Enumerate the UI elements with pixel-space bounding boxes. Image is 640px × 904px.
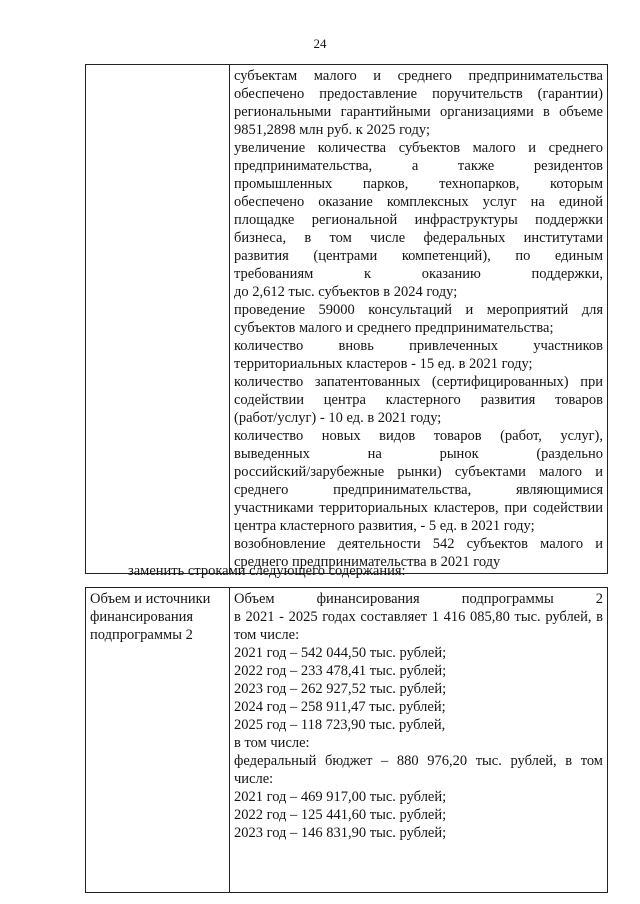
text-line: количество вновь привлеченных участников [234,338,603,354]
text-line: количество запатентованных (сертифицированных) при [234,374,603,390]
indicator-paragraph [234,337,603,373]
table-cell-left-empty [86,65,230,574]
text-line: центра кластерного развития, - 5 ед. в 2021 году; [234,518,535,534]
text-line: развития (центрами компетенций), по единым [234,248,603,264]
text-line: требованиям к оказанию поддержки, [234,266,603,282]
text-line: (работ/услуг) - 10 ед. в 2021 году; [234,410,442,426]
text-line: увеличение количества субъектов малого и среднего [234,140,603,156]
financing-label-line: финансирования [90,609,194,625]
text-line: среднего предпринимательства в 2021 году [234,554,501,570]
passport-table-new [85,587,608,893]
financing-value-line: 2023 год – 146 831,90 тыс. рублей; [234,825,447,841]
financing-value-line: том числе: [234,627,300,643]
financing-value-line: 2021 год – 469 917,00 тыс. рублей; [234,789,447,805]
financing-value-line: 2023 год – 262 927,52 тыс. рублей; [234,681,447,697]
text-line: российский/зарубежные рынки) субъектами малого и [234,464,603,480]
financing-value-line: 2021 год – 542 044,50 тыс. рублей; [234,645,447,661]
text-line: обеспечено оказание комплексных услуг на единой [234,194,603,210]
text-line: обеспечено предоставление поручительств (гарантии) [234,86,603,102]
text-line: площадке региональной инфраструктуры поддержки [234,212,603,228]
financing-value-line: 2025 год – 118 723,90 тыс. рублей, [234,717,446,733]
financing-value-line: в том числе: [234,735,310,751]
text-line: возобновление деятельности 542 субъектов малого и [234,536,603,552]
table-cell-financing-label [86,588,230,893]
financing-label-line: Объем и источники [90,591,211,607]
text-line: проведение 59000 консультаций и мероприятий для [234,302,603,318]
table-cell-indicators [230,65,608,574]
financing-value-line: в 2021 - 2025 годах составляет 1 416 085,80 тыс. рублей, в [234,609,603,625]
text-line: предпринимательства, а также резидентов [234,158,603,174]
text-line: региональными гарантийными организациями в объеме [234,104,603,120]
text-line: субъектов малого и среднего предпринимательства; [234,320,554,336]
text-line: промышленных парков, технопарков, которым [234,176,603,192]
table-row [86,588,608,893]
text-line: бизнеса, в том числе федеральных институтами [234,230,603,246]
replace-instruction: заменить строками следующего содержания: [128,563,406,579]
text-line: территориальных кластеров - 15 ед. в 2021 году; [234,356,533,372]
financing-value-line: Объем финансирования подпрограммы 2 [234,591,603,607]
text-line: содействии центра кластерного развития товаров [234,392,603,408]
financing-value-line: федеральный бюджет – 880 976,20 тыс. рублей, в том [234,753,603,769]
text-line: количество новых видов товаров (работ, услуг), [234,428,603,444]
passport-table-old [85,64,608,574]
indicator-paragraph [234,373,603,427]
text-line: субъектам малого и среднего предпринимательства [234,68,603,84]
text-line: 9851,2898 млн руб. к 2025 году; [234,122,430,138]
financing-value-line: числе: [234,771,274,787]
financing-label-line: подпрограммы 2 [90,627,193,643]
table-cell-financing-values [230,588,608,893]
table-row [86,65,608,574]
indicator-paragraph [234,67,603,139]
text-line: среднего предпринимательства, являющимися [234,482,603,498]
text-line: выведенных на рынок (раздельно [234,446,603,462]
financing-value-line: 2022 год – 125 441,60 тыс. рублей; [234,807,447,823]
text-line: до 2,612 тыс. субъектов в 2024 году; [234,284,458,300]
financing-value-line: 2022 год – 233 478,41 тыс. рублей; [234,663,447,679]
page-number: 24 [313,36,327,51]
indicator-paragraph [234,427,603,535]
indicator-paragraph [234,301,603,337]
text-line: участниками территориальных кластеров, при содействии [234,500,603,516]
financing-value-line: 2024 год – 258 911,47 тыс. рублей; [234,699,446,715]
indicator-paragraph [234,139,603,301]
